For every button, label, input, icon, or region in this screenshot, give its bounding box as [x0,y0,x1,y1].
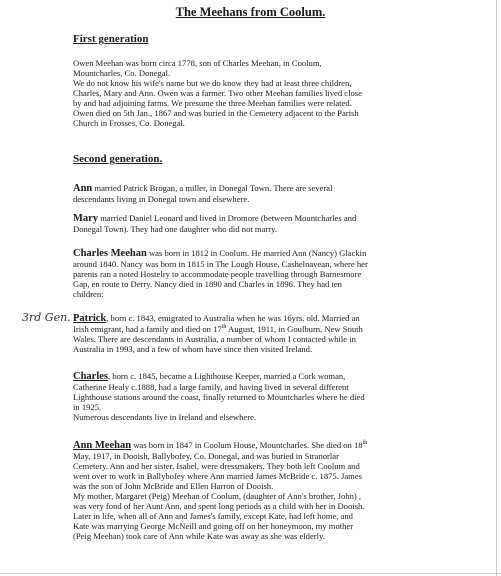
text-line: Later in life, when all of Ann and James's family, except Kate, had left home, and [73,511,353,521]
text-line: Catherine Healy c.1888, had a large family, and having lived in several different [73,382,349,392]
superscript: th [362,440,368,447]
text-line: was the son of John McBride and Ellen Harron of Dooish. [73,481,274,491]
text-line: Mountcharles, Co. Donegal. [73,68,171,78]
text-line: parents ran a noted Hostelry to accommodate people travelling through Barnesmore [73,269,362,279]
text-line: My mother, Margaret (Peig) Meehan of Coolum, (daughter of Ann's brother, John) , [73,491,362,501]
text-line: August, 1911, in Goulburn, New South [226,324,363,334]
scan-edge-bottom [0,573,501,574]
text-line: descendants living in Donegal town and elsewhere. [73,194,250,204]
text-line: Numerous descendants live in Ireland and elsewhere. [73,412,257,422]
paragraph-charles [73,371,478,422]
paragraph-ann-meehan [73,440,478,541]
text-line: Cemetery. Ann and her sister, Isabel, were dressmakers. They both left Coolum and [73,461,360,471]
text-line: , born c. 1845, became a Lighthouse Keeper, married a Cork woman, [108,371,346,381]
text-line: Australia in 1993, and a few of whom have since then visited Ireland. [73,344,313,354]
text-line: Charles, Mary and Ann. Owen was a farmer. Two other Meehan families lived close [73,88,362,98]
text-line: was very fond of her Aunt Ann, and spent long periods as a child with her in Dooish. [73,501,365,511]
text-line: (Peig Meehan) took care of Ann while Kate was away as she was elderly. [73,531,325,541]
text-line: married Patrick Brogan, a miller, in Donegal Town. There are several [92,183,333,193]
person-name-ann: Ann [73,183,93,194]
heading-first-generation: First generation [73,33,149,45]
text-line: married Daniel Leonard and lived in Dromore (between Mountcharles and [98,213,357,223]
superscript: th [221,324,227,331]
text-line: May, 1917, in Dooish, Ballybofey, Co. Donegal, and was buried in Stranorlar [73,451,339,461]
heading-second-generation: Second generation. [73,153,163,165]
text-line: We do not know his wife's name but we do know they had at least three children, [73,78,352,88]
paragraph-owen-meehan [73,58,478,128]
text-line: , born c. 1843, emigrated to Australia when he was 16yrs. old. Married an [106,313,360,323]
handwritten-margin-note: 3rd Gen. [22,311,71,324]
person-name-ann-meehan: Ann Meehan [73,440,132,451]
text-line: was born in 1812 in Coolum. He married Ann (Nancy) Glackin [146,248,367,258]
text-line: in 1925. [73,402,102,412]
scan-edge-right [496,0,497,576]
person-name-charles: Charles [73,371,108,382]
text-line: children: [73,289,104,299]
paragraph-ann [73,183,478,204]
text-line: around 1840. Nancy was born in 1815 in The Lough House, Cashelnavean, where her [73,259,368,269]
person-name-patrick: Patrick [73,313,107,324]
text-line: Lighthouse stations around the coast, finally returned to Mountcharles where he died [73,392,365,402]
text-line: Owen Meehan was born circa 1778, son of Charles Meehan, in Coolum, [73,58,322,68]
text-line: Owen died on 5th Jan., 1867 and was buried in the Cemetery adjacent to the Parish [73,108,359,118]
text-line: by and had adjoining farms. We presume the three Meehan families were related. [73,98,352,108]
text-line: Kate was marrying George McNeill and going off on her honeymoon, my mother [73,521,354,531]
text-line: Irish emigrant, had a family and died on 17 [73,324,222,334]
document-title: The Meehans from Coolum. [175,5,326,19]
text-line: Donegal Town). They had one daughter who did not marry. [73,224,278,234]
paragraph-mary [73,213,478,234]
paragraph-charles-meehan [73,248,478,299]
text-line: went over to work in Ballybofey where Ann married James McBride c. 1875. James [73,471,363,481]
text-line: Church in Frosses, Co. Donegal. [73,118,185,128]
text-line: Gap, en route to Derry. Nancy died in 1890 and Charles in 1896. They had ten [73,279,342,289]
text-line: was born in 1847 in Coolum House, Mountcharles. She died on 18 [131,440,363,450]
text-line: Wales. There are descendants in Australia, a number of whom I contacted while in [73,334,356,344]
person-name-mary: Mary [73,213,99,224]
person-name-charles-meehan: Charles Meehan [73,248,147,259]
paragraph-patrick [73,313,478,354]
